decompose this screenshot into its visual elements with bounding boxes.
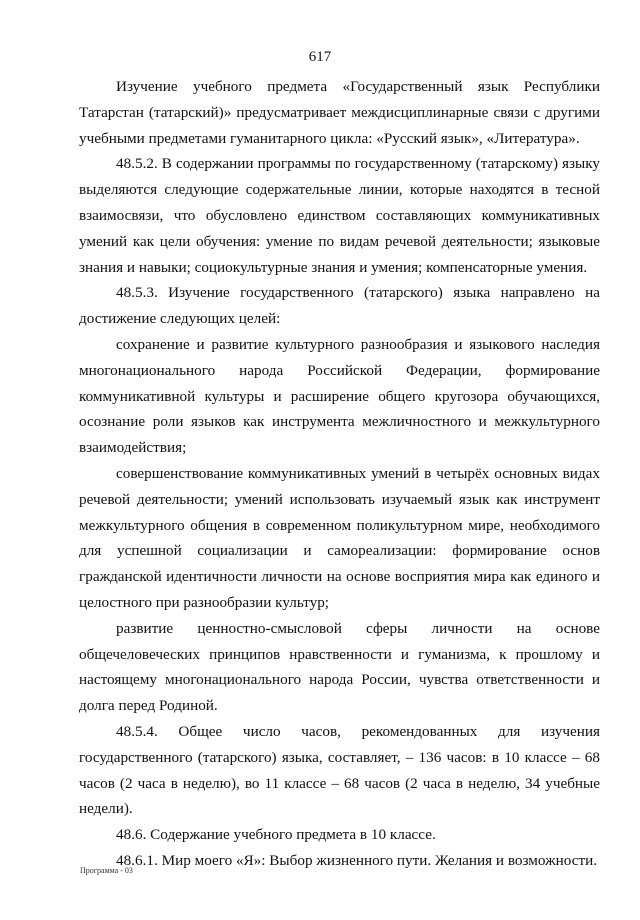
body-text <box>79 74 600 874</box>
paragraph-48-6: 48.6. Содержание учебного предмета в 10 классе. <box>116 826 436 844</box>
goal-item-1: сохранение и развитие культурного разнообразия и языкового наследия многонационального народа Российской Федерации, формирование коммуникативной культуры и расширение общего кругозора обучающихся, осознание роли языков как инструмента межличностного и межкультурного взаимодействия; <box>79 335 600 457</box>
paragraph-48-5-3: 48.5.3. Изучение государственного (татарского) языка направлено на достижение следующих целей: <box>79 284 600 328</box>
paragraph-48-5-4: 48.5.4. Общее число часов, рекомендованных для изучения государственного (татарского) языка, составляет, – 136 часов: в 10 классе – 68 часов (2 часа в неделю), во 11 классе – 68 часов (2 часа в неделю, 34 учебные недели). <box>79 722 600 818</box>
page-number: 617 <box>308 49 332 65</box>
paragraph-48-6-1: 48.6.1. Мир моего «Я»: Выбор жизненного пути. Желания и возможности. <box>116 851 598 869</box>
paragraph-48-5-2: 48.5.2. В содержании программы по государственному (татарскому) языку выделяются следующие содержательные линии, которые находятся в тесной взаимосвязи, что обусловлено единством составляющих коммуникативных умений как цели обучения: умение по видам речевой деятельности; языковые знания и навыки; социокультурные знания и умения; компенсаторные умения. <box>79 155 600 276</box>
goal-item-3: развитие ценностно-смысловой сферы личности на основе общечеловеческих принципов нравственности и гуманизма, к прошлому и настоящему многонационального народа России, чувства ответственности и долга перед Родиной. <box>79 619 600 715</box>
paragraph-intro: Изучение учебного предмета «Государственный язык Республики Татарстан (татарский)» предусматривает междисциплинарные связи с другими учебными предметами гуманитарного цикла: «Русский язык», «Литература». <box>79 78 600 147</box>
footer-label: Программа - 03 <box>80 866 133 875</box>
goal-item-2: совершенствование коммуникативных умений в четырёх основных видах речевой деятельности; умений использовать изучаемый язык как инструмент межкультурного общения в современном поликультурном мире, необходимого для успешной социализации и самореализации: формирование основ гражданской идентичности личности на основе восприятия мира как единого и целостного при разнообразии культур; <box>79 464 600 611</box>
